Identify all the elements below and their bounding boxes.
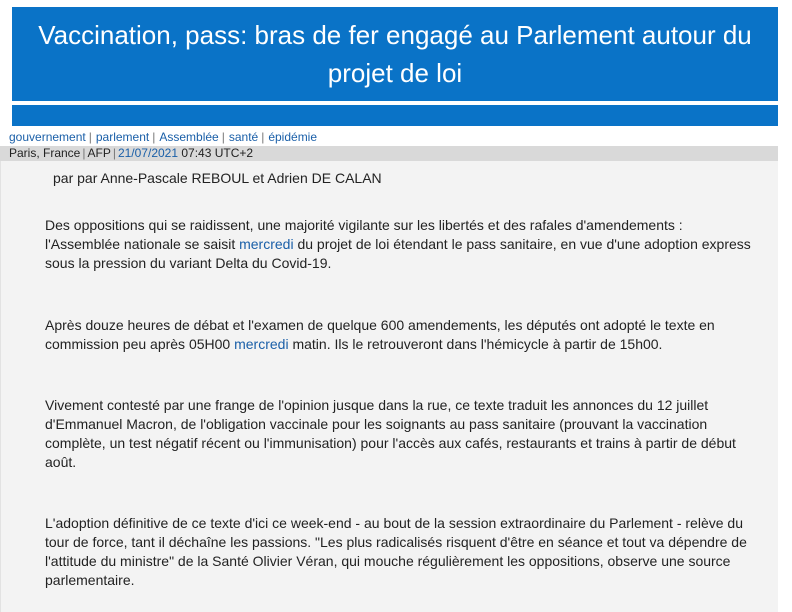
title-banner	[12, 7, 778, 101]
dateline-separator: |	[112, 146, 116, 160]
tag-separator: |	[152, 130, 156, 144]
tag-separator: |	[261, 130, 265, 144]
header-bar	[12, 105, 778, 126]
tag-link-assemblee[interactable]: Assemblée	[159, 130, 219, 144]
article-paragraph-4: L'adoption définitive de ce texte d'ici ce week-end - au bout de la session extraordinaire du Parlement - relève du tour de force, tant il déchaîne les passions. "Les plus radicalisés risquent d'être en séance et tout va dépendre de l'attitude du ministre" de la Santé Olivier Véran, qui mouche régulièrement les oppositions, observe une source parlementaire.	[45, 515, 747, 588]
dateline-separator: |	[82, 146, 86, 160]
paragraph-text: Des oppositions qui se raidissent, une majorité vigilante sur les libertés et des rafales d'amendements : l'Assemblée nationale se saisit	[45, 217, 683, 252]
tag-separator: |	[88, 130, 92, 144]
dateline-location: Paris, France	[9, 146, 81, 160]
tag-link-parlement[interactable]: parlement	[95, 130, 150, 144]
date-link-mercredi[interactable]: mercredi	[239, 236, 294, 252]
tag-separator: |	[221, 130, 225, 144]
tag-list	[9, 130, 317, 145]
paragraph-text: matin. Ils le retrouveront dans l'hémicycle à partir de 15h00.	[288, 336, 663, 352]
tag-link-gouvernement[interactable]: gouvernement	[9, 130, 86, 144]
dateline-agency: AFP	[87, 146, 111, 160]
dateline	[0, 146, 778, 161]
paragraph-text: Après douze heures de débat et l'examen de quelque 600 amendements, les députés ont adopté le texte en commission peu après 05H00	[45, 317, 715, 352]
dateline-date[interactable]: 21/07/2021	[117, 146, 179, 160]
article-paragraph-1	[45, 216, 757, 273]
dateline-time: 07:43 UTC+2	[181, 146, 254, 160]
paragraph-text: du projet de loi étendant le pass sanitaire, en vue d'une adoption express sous la pression du variant Delta du Covid-19.	[45, 236, 751, 271]
tag-link-sante[interactable]: santé	[228, 130, 259, 144]
article-paragraph-3: Vivement contesté par une frange de l'opinion jusque dans la rue, ce texte traduit les annonces du 12 juillet d'Emmanuel Macron, de l'obligation vaccinale pour les soignants au pass sanitaire (prouvant la vaccination complète, un test négatif récent ou l'immunisation) pour l'accès aux cafés, restaurants et trains à partir de début août.	[45, 397, 736, 470]
page-title: Vaccination, pass: bras de fer engagé au Parlement autour du projet de loi	[38, 20, 752, 88]
article-body	[0, 161, 778, 612]
date-link-mercredi[interactable]: mercredi	[234, 336, 289, 352]
tag-link-epidemie[interactable]: épidémie	[268, 130, 318, 144]
article-paragraph-2	[45, 316, 757, 354]
byline: par par Anne-Pascale REBOUL et Adrien DE CALAN	[53, 170, 382, 186]
